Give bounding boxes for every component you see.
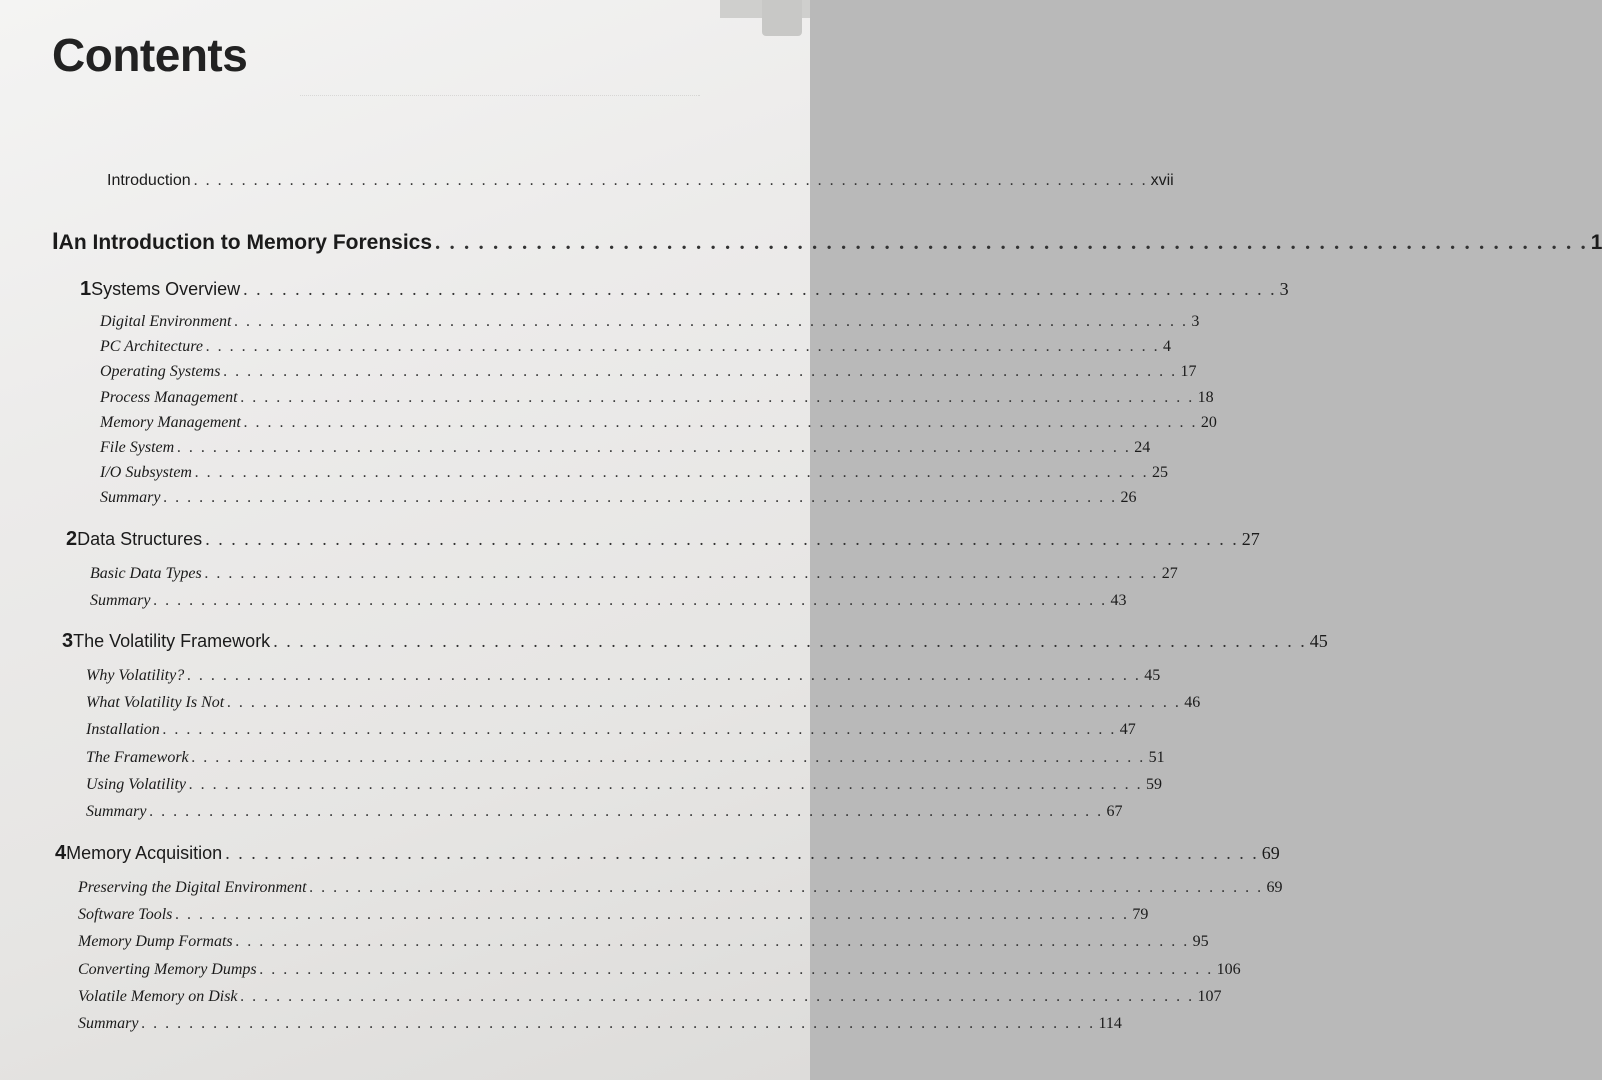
dot-leader: . . . . . . . . . . . . . . . . . . . . . . . . . . . . . . . . . . . . . . . . . . . . . . . . . . . . . . . . . . . . . . . . . . . . . . . . . . . . . . . .	[187, 667, 1142, 684]
dot-leader: . . . . . . . . . . . . . . . . . . . . . . . . . . . . . . . . . . . . . . . . . . . . . . . . . . . . . . . . . . . . . . . . . . . . . . . . . . . . . . . .	[194, 464, 1149, 481]
toc-section	[100, 363, 1197, 381]
dot-leader: . . . . . . . . . . . . . . . . . . . . . . . . . . . . . . . . . . . . . . . . . . . . . . . . . . . . . . . . . . . . . . . . . . . . . . . . . . . . . . . .	[240, 988, 1195, 1005]
toc-section-page: 43	[1110, 592, 1127, 609]
toc-section-title: What Volatility Is Not	[86, 694, 225, 711]
toc-section-title: Summary	[86, 803, 147, 820]
toc-chapter-title: Data Structures	[77, 529, 203, 549]
toc-section-page: 4	[1162, 338, 1171, 355]
dot-leader: . . . . . . . . . . . . . . . . . . . . . . . . . . . . . . . . . . . . . . . . . . . . . . . . . . . . . . . . . . . . . . . . . . . . . . . . . . . . . . . .	[175, 906, 1130, 923]
toc-section	[100, 414, 1217, 432]
dot-leader: . . . . . . . . . . . . . . . . . . . . . . . . . . . . . . . . . . . . . . . . . . . . . . . . . . . . . . . . . . . . . . . . . . . . . . . . . . . . . . . .	[243, 414, 1198, 431]
toc-chapter-page: 3	[1279, 279, 1289, 299]
dot-leader: . . . . . . . . . . . . . . . . . . . . . . . . . . . . . . . . . . . . . . . . . . . . . . . . . . . . . . . . . . . . . . . . . . . . . . . . . . . . . . . .	[193, 172, 1148, 189]
toc-section	[86, 776, 1162, 794]
dot-leader: . . . . . . . . . . . . . . . . . . . . . . . . . . . . . . . . . . . . . . . . . . . . . . . . . . . . . . . . . . . . . . . . . . . . . . . . . . . . . . . .	[225, 843, 1259, 863]
toc-section-page: 79	[1132, 906, 1149, 923]
toc-section-title: Memory Dump Formats	[78, 933, 233, 950]
chapter-number: 4	[55, 842, 67, 864]
toc-section	[78, 906, 1149, 924]
toc-section-page: 106	[1216, 961, 1241, 978]
toc-chapter-title: Memory Acquisition	[66, 843, 223, 863]
toc-section	[86, 749, 1165, 767]
dot-leader: . . . . . . . . . . . . . . . . . . . . . . . . . . . . . . . . . . . . . . . . . . . . . . . . . . . . . . . . . . . . . . . . . . . . . . . . . . . . . . . .	[149, 803, 1104, 820]
contents-heading: Contents	[52, 29, 248, 81]
toc-section-title: Basic Data Types	[90, 565, 202, 582]
part-page: 1	[1590, 231, 1602, 254]
toc-section-page: 59	[1146, 776, 1162, 793]
toc-section	[78, 961, 1241, 979]
toc-section-page: 26	[1120, 489, 1137, 506]
toc-section-page: 107	[1197, 988, 1222, 1005]
toc-section-page: 67	[1106, 803, 1123, 820]
toc-section	[100, 389, 1214, 407]
toc-section	[90, 565, 1178, 583]
toc-section-title: Process Management	[100, 389, 238, 406]
toc-section-title: Summary	[90, 592, 151, 609]
toc-chapter	[80, 278, 1289, 301]
toc-section	[100, 464, 1168, 482]
dot-leader: . . . . . . . . . . . . . . . . . . . . . . . . . . . . . . . . . . . . . . . . . . . . . . . . . . . . . . . . . . . . . . . . . . . . . . . . . . . . . . . .	[204, 565, 1159, 582]
toc-introduction-page: xvii	[1150, 172, 1174, 189]
dot-leader: . . . . . . . . . . . . . . . . . . . . . . . . . . . . . . . . . . . . . . . . . . . . . . . . . . . . . . . . . . . . . . . . . . . . . . . . . . . . . . . .	[223, 363, 1178, 380]
toc-section-page: 114	[1098, 1015, 1122, 1032]
dot-leader: . . . . . . . . . . . . . . . . . . . . . . . . . . . . . . . . . . . . . . . . . . . . . . . . . . . . . . . . . . . . . . . . . . . . . . . . . . . . . . . .	[259, 961, 1214, 978]
dot-leader: . . . . . . . . . . . . . . . . . . . . . . . . . . . . . . . . . . . . . . . . . . . . . . . . . . . . . . . . . . . . . . . . . . . . . . . . . . . . . . . .	[205, 529, 1239, 549]
toc-section	[100, 439, 1151, 457]
dot-leader: . . . . . . . . . . . . . . . . . . . . . . . . . . . . . . . . . . . . . . . . . . . . . . . . . . . . . . . . . . . . . . . . . . . . . . . . . . . . . . . .	[189, 776, 1143, 793]
part-title: An Introduction to Memory Forensics	[58, 231, 433, 254]
toc-section-title: PC Architecture	[100, 338, 203, 355]
dot-leader: . . . . . . . . . . . . . . . . . . . . . . . . . . . . . . . . . . . . . . . . . . . . . . . . . . . . . . . . . . . . . . . . . . . . . . . . . . . . . . . .	[177, 439, 1132, 456]
toc-section-page: 51	[1148, 749, 1165, 766]
dot-leader: . . . . . . . . . . . . . . . . . . . . . . . . . . . . . . . . . . . . . . . . . . . . . . . . . . . . . . . . . . . . . . . . . . . . . . . . . . . . . . . .	[141, 1015, 1096, 1032]
dot-leader: . . . . . . . . . . . . . . . . . . . . . . . . . . . . . . . . . . . . . . . . . . . . . . . . . . . . . . . . . . . . . . . . . . . . . . . . . . . . . . . .	[191, 749, 1146, 766]
toc-section-title: Converting Memory Dumps	[78, 961, 257, 978]
dot-leader: . . . . . . . . . . . . . . . . . . . . . . . . . . . . . . . . . . . . . . . . . . . . . . . . . . . . . . . . . . . . . . . . . . . . . . . . . . . . . . . .	[162, 721, 1117, 738]
toc-section	[100, 338, 1171, 356]
toc-section-page: 20	[1200, 414, 1217, 431]
toc-section	[86, 721, 1136, 739]
toc-section-title: Memory Management	[100, 414, 241, 431]
part-numeral: I	[52, 228, 59, 255]
toc-section-title: Summary	[78, 1015, 139, 1032]
toc-section-title: Volatile Memory on Disk	[78, 988, 238, 1005]
toc-section-page: 18	[1197, 389, 1214, 406]
toc-chapter-page: 27	[1241, 529, 1260, 549]
chapter-number: 3	[62, 630, 74, 652]
toc-section-title: File System	[100, 439, 175, 456]
toc-chapter	[62, 630, 1328, 653]
page-corner-box	[762, 0, 802, 36]
toc-chapter	[66, 528, 1260, 551]
dot-leader: . . . . . . . . . . . . . . . . . . . . . . . . . . . . . . . . . . . . . . . . . . . . . . . . . . . . . . . . . . . . . . . . . . . . . . . . . . . . . . . .	[234, 313, 1189, 330]
toc-section-page: 47	[1119, 721, 1136, 738]
toc-chapter-title: The Volatility Framework	[73, 631, 271, 651]
toc-section	[86, 667, 1161, 685]
toc-section-title: Installation	[86, 721, 160, 738]
toc-introduction	[107, 172, 1174, 190]
dot-leader: . . . . . . . . . . . . . . . . . . . . . . . . . . . . . . . . . . . . . . . . . . . . . . . . . . . . . . . . . . . . . . . . . . . . . . . . . . . . . . . .	[309, 879, 1264, 896]
toc-section-page: 24	[1134, 439, 1151, 456]
dot-leader: . . . . . . . . . . . . . . . . . . . . . . . . . . . . . . . . . . . . . . . . . . . . . . . . . . . . . . . . . . . . . . . . . . . . . . . . . . . . . . . .	[235, 933, 1190, 950]
toc-section-page: 45	[1144, 667, 1161, 684]
chapter-number: 1	[80, 278, 92, 300]
dot-leader: . . . . . . . . . . . . . . . . . . . . . . . . . . . . . . . . . . . . . . . . . . . . . . . . . . . . . . . . . . . . . . . . . . . . . . . . . . . . . . . .	[435, 230, 1588, 254]
dot-leader: . . . . . . . . . . . . . . . . . . . . . . . . . . . . . . . . . . . . . . . . . . . . . . . . . . . . . . . . . . . . . . . . . . . . . . . . . . . . . . . .	[243, 279, 1277, 299]
toc-section-page: 25	[1151, 464, 1168, 481]
toc-section	[90, 592, 1127, 610]
toc-section-title: I/O Subsystem	[100, 464, 192, 481]
dot-leader: . . . . . . . . . . . . . . . . . . . . . . . . . . . . . . . . . . . . . . . . . . . . . . . . . . . . . . . . . . . . . . . . . . . . . . . . . . . . . . . .	[153, 592, 1108, 609]
show-through-line	[300, 95, 700, 97]
toc-section	[78, 1015, 1122, 1033]
toc-section	[86, 694, 1201, 712]
toc-section-title: Digital Environment	[100, 313, 232, 330]
toc-section-page: 69	[1266, 879, 1283, 896]
toc-section-page: 3	[1191, 313, 1200, 330]
dot-leader: . . . . . . . . . . . . . . . . . . . . . . . . . . . . . . . . . . . . . . . . . . . . . . . . . . . . . . . . . . . . . . . . . . . . . . . . . . . . . . . .	[227, 694, 1182, 711]
toc-section-title: The Framework	[86, 749, 189, 766]
toc-section-page: 46	[1184, 694, 1201, 711]
toc-chapter-page: 45	[1309, 631, 1328, 651]
toc-section	[86, 803, 1123, 821]
toc-section	[100, 313, 1200, 331]
toc-section-title: Why Volatility?	[86, 667, 185, 684]
toc-section-title: Operating Systems	[100, 363, 221, 380]
toc-section	[78, 933, 1209, 951]
toc-part	[52, 228, 1602, 256]
toc-chapter-title: Systems Overview	[91, 279, 241, 299]
toc-section	[100, 489, 1137, 507]
toc-section-title: Using Volatility	[86, 776, 186, 793]
dot-leader: . . . . . . . . . . . . . . . . . . . . . . . . . . . . . . . . . . . . . . . . . . . . . . . . . . . . . . . . . . . . . . . . . . . . . . . . . . . . . . . .	[205, 338, 1160, 355]
toc-section-page: 95	[1192, 933, 1209, 950]
toc-introduction-title: Introduction	[107, 172, 191, 189]
dot-leader: . . . . . . . . . . . . . . . . . . . . . . . . . . . . . . . . . . . . . . . . . . . . . . . . . . . . . . . . . . . . . . . . . . . . . . . . . . . . . . . .	[240, 389, 1195, 406]
toc-section-page: 27	[1161, 565, 1178, 582]
toc-section-title: Software Tools	[78, 906, 173, 923]
dot-leader: . . . . . . . . . . . . . . . . . . . . . . . . . . . . . . . . . . . . . . . . . . . . . . . . . . . . . . . . . . . . . . . . . . . . . . . . . . . . . . . .	[163, 489, 1118, 506]
toc-section-title: Summary	[100, 489, 161, 506]
dot-leader: . . . . . . . . . . . . . . . . . . . . . . . . . . . . . . . . . . . . . . . . . . . . . . . . . . . . . . . . . . . . . . . . . . . . . . . . . . . . . . . .	[273, 631, 1307, 651]
toc-section-page: 17	[1180, 363, 1197, 380]
toc-chapter-page: 69	[1261, 843, 1280, 863]
toc-section	[78, 988, 1222, 1006]
toc-section	[78, 879, 1283, 897]
toc-chapter	[55, 842, 1280, 865]
chapter-number: 2	[66, 528, 78, 550]
toc-section-title: Preserving the Digital Environment	[78, 879, 307, 896]
